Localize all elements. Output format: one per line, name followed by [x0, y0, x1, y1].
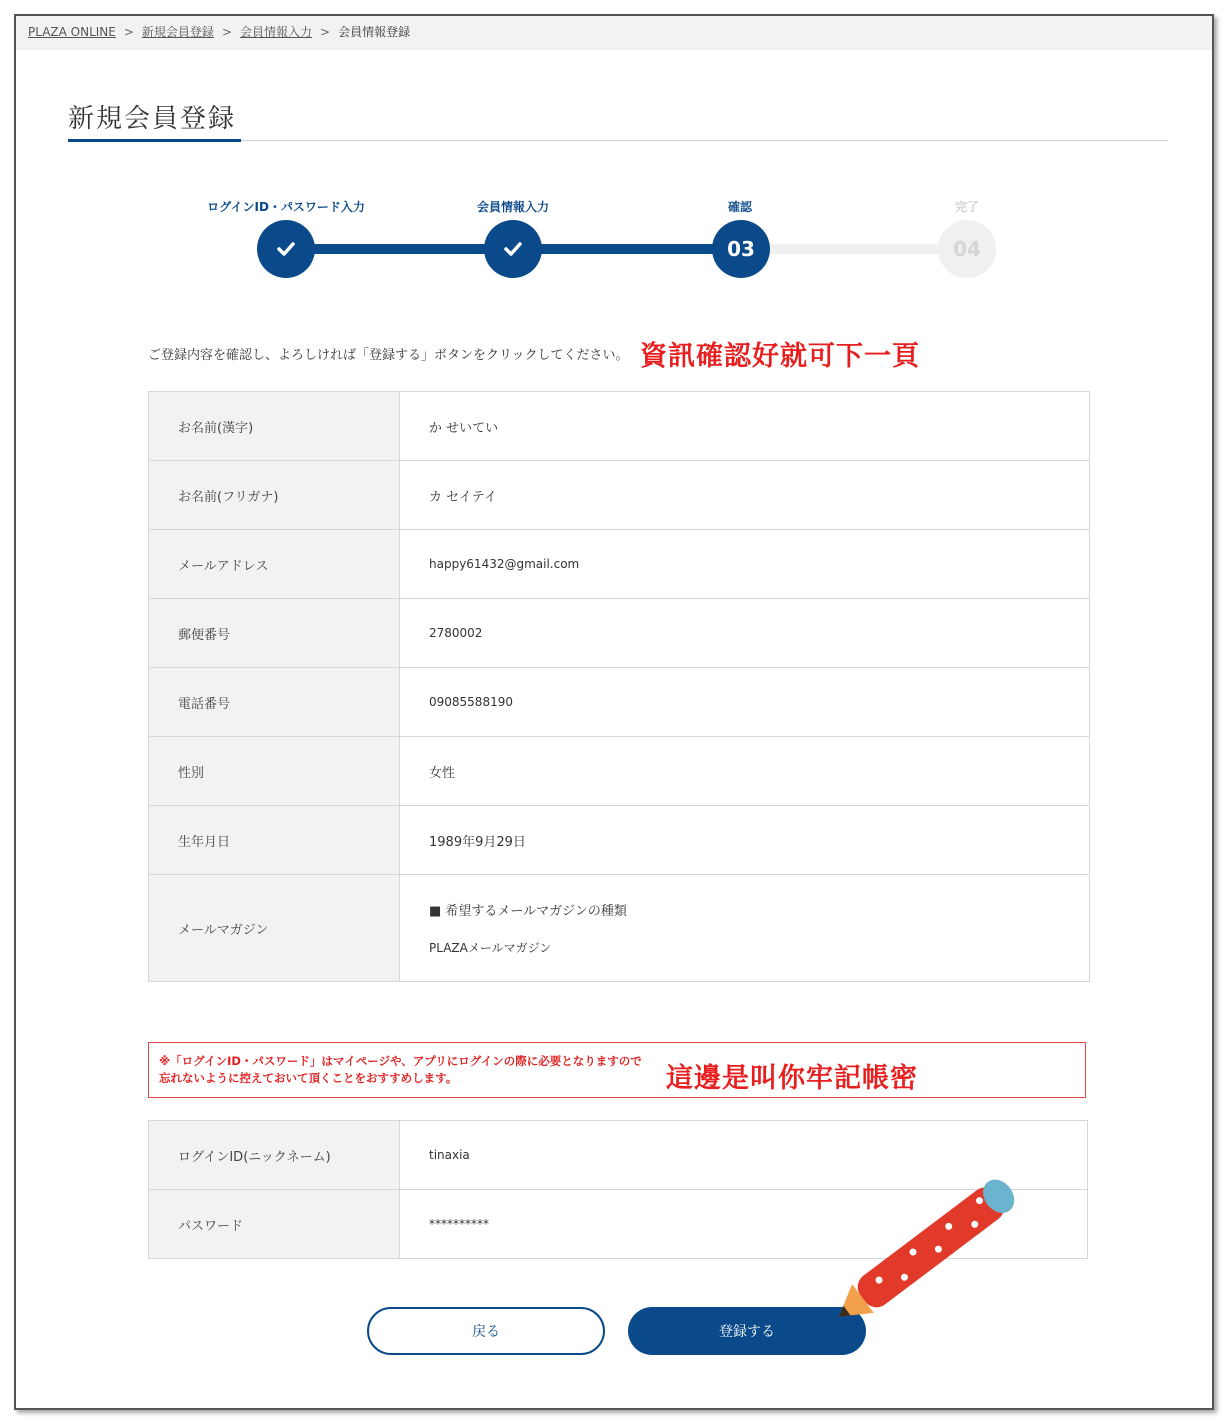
annotation-remember: 這邊是叫你牢記帳密	[666, 1063, 918, 1094]
row-label: 性別	[149, 737, 400, 806]
table-row	[149, 599, 1090, 668]
breadcrumb	[16, 16, 1212, 50]
row-value: 09085588190	[400, 668, 1090, 737]
row-value: 2780002	[400, 599, 1090, 668]
step-1-label: ログインID・パスワード入力	[207, 200, 365, 214]
breadcrumb-separator: >	[123, 25, 134, 39]
step-4-label: 完了	[954, 200, 979, 214]
row-value: か せいてい	[400, 392, 1090, 461]
notice-line: ※「ログインID・パスワード」はマイページや、アプリにログインの際に必要となりますので	[159, 1054, 642, 1068]
pencil-icon	[811, 1151, 1041, 1351]
row-label: メールアドレス	[149, 530, 400, 599]
table-row	[149, 875, 1090, 982]
page-frame	[14, 14, 1214, 1410]
step-3-label: 確認	[727, 200, 752, 214]
row-label: ログインID(ニックネーム)	[149, 1121, 400, 1190]
confirmation-instruction: ご登録内容を確認し、よろしければ「登録する」ボタンをクリックしてください。	[148, 348, 629, 363]
step-2-circle	[484, 220, 542, 278]
magazine-heading: ■ 希望するメールマガジンの種類	[429, 904, 627, 919]
row-label: 生年月日	[149, 806, 400, 875]
breadcrumb-separator: >	[320, 25, 331, 39]
step-2-label: 会員情報入力	[476, 200, 549, 214]
profile-table	[148, 391, 1090, 982]
page-title: 新規会員登録	[68, 104, 237, 134]
step-3-circle	[712, 220, 770, 278]
row-label: メールマガジン	[149, 875, 400, 982]
row-label: 郵便番号	[149, 599, 400, 668]
row-value: カ セイテイ	[400, 461, 1090, 530]
step-1-circle	[257, 220, 315, 278]
check-icon	[275, 238, 297, 260]
notice-line: 忘れないように控えておいて頂くことをおすすめします。	[159, 1071, 458, 1085]
magazine-value: PLAZAメールマガジン	[429, 941, 552, 955]
step-3-number: 03	[727, 237, 755, 261]
annotation-confirm: 資訊確認好就可下一頁	[640, 341, 920, 372]
table-row	[149, 530, 1090, 599]
breadcrumb-link-home[interactable]: PLAZA ONLINE	[28, 25, 116, 39]
breadcrumb-link-registration[interactable]: 新規会員登録	[141, 25, 214, 39]
check-icon	[502, 238, 524, 260]
row-label: お名前(漢字)	[149, 392, 400, 461]
breadcrumb-current: 会員情報登録	[338, 25, 411, 39]
row-value: 1989年9月29日	[400, 806, 1090, 875]
row-label: 電話番号	[149, 668, 400, 737]
step-4-number: 04	[953, 237, 981, 261]
title-accent-underline	[68, 139, 241, 142]
table-row	[149, 392, 1090, 461]
register-button[interactable]: 登録する	[628, 1307, 866, 1355]
breadcrumb-link-member-info[interactable]: 会員情報入力	[240, 25, 313, 39]
step-connector-pending	[741, 244, 971, 254]
row-value: **********	[400, 1190, 1088, 1259]
row-label: お名前(フリガナ)	[149, 461, 400, 530]
back-button[interactable]: 戻る	[367, 1307, 605, 1355]
password-notice	[148, 1042, 1086, 1098]
row-value: 女性	[400, 737, 1090, 806]
step-4-circle	[938, 220, 996, 278]
progress-steps	[16, 186, 1212, 296]
row-value: tinaxia	[400, 1121, 1088, 1190]
notice-text	[159, 1053, 642, 1087]
table-row	[149, 668, 1090, 737]
table-row	[149, 806, 1090, 875]
row-label: パスワード	[149, 1190, 400, 1259]
breadcrumb-separator: >	[221, 25, 232, 39]
row-value	[400, 875, 1090, 982]
table-row	[149, 737, 1090, 806]
table-row	[149, 461, 1090, 530]
row-value: happy61432@gmail.com	[400, 530, 1090, 599]
